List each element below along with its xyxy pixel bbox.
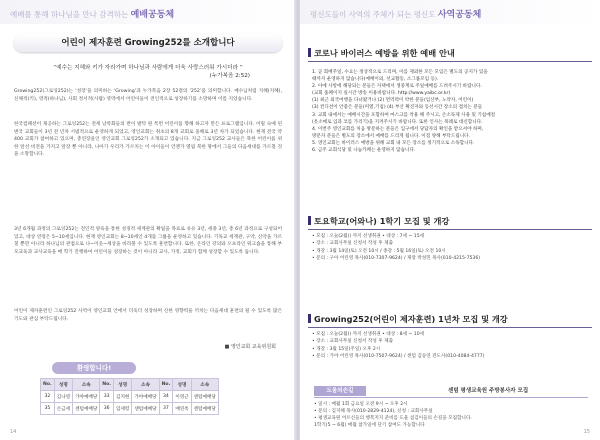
left-page — [0, 0, 296, 440]
article-paragraph-4: 어린이 제자훈련인 그로잉252 사역이 영인교회 안에서 더욱더 성장하며 신한 영향력을 끼치는 다음세대 훈련의 될 수 있도록 많은 기도와 관심 부탁드립니다. — [14, 309, 282, 322]
table-row — [41, 403, 219, 415]
right-header-strip — [300, 0, 600, 24]
list-item: 2. 아예 사항에 해당되는 분들은 자택에서 생중계로 주일예배를 드려주시기 바랍니다. — [312, 84, 482, 90]
table-cell: 37 — [159, 403, 173, 415]
col-header-name: 성명 — [114, 379, 132, 391]
col-header-name: 성명 — [54, 379, 72, 391]
col-header-no: No. — [41, 379, 55, 391]
list-item: • 문의 : 김지혜 목사(010-2829-4124), 신청 : 교회사무실 — [314, 409, 433, 414]
list-item: 3. 교회 내에서는 예배시간을 포함하여 마스크를 착용 해 주시고, 손소독제 사용 및 기침예절 — [312, 112, 496, 118]
toyo-title-rule — [308, 229, 592, 230]
table-cell: 가야예배당 — [132, 391, 159, 403]
page-number-left: 14 — [10, 429, 17, 435]
table-cell: 김지현 — [114, 391, 132, 403]
table-row — [41, 391, 219, 403]
table-cell: 임세령 — [114, 403, 132, 415]
list-item: (1) 최근 외국여행을 다녀왔거나 (2) 면역력이 약한 분들(임산부, 노약자, 어린이) — [312, 98, 474, 104]
list-item: (3) 컨디션이 안좋은 분들(미열,기침) (4) 부산 확진자와 동선시간 장소의 겹치는 분들 — [312, 105, 483, 111]
scripture-quote — [20, 64, 276, 80]
table-cell: 김나영 — [54, 391, 72, 403]
col-header-name: 성명 — [173, 379, 191, 391]
list-item: 방문자 분들은 별도의 장소에서 예배를 드리게 됩니다. 이점 양해 부탁드립니다. — [312, 133, 471, 139]
section-marker — [308, 314, 311, 323]
growing-info-list — [312, 331, 588, 361]
welcome-title: 환영합니다! — [52, 362, 136, 374]
list-item: 1. 곧 회배주일, 수요는 정상적으로 드리며, 이를 제외한 모든 모임은 별도의 공지가 있을 — [312, 70, 488, 75]
covid-title-rule — [308, 61, 592, 62]
section-marker — [308, 48, 311, 57]
list-item: • 장소 : 교회사무실 신청서 작성 후 제출 — [312, 241, 394, 247]
table-cell: 35 — [41, 403, 55, 415]
growing-title-text: Growing252(어린이 제자훈련) 1년차 모집 및 개강 — [314, 314, 508, 324]
verse-reference: (누가복음 2:52) — [209, 73, 250, 79]
section-marker — [308, 216, 311, 225]
article-paragraph-1: Growing252(그로잉252)는 ‘성장’을 의미하는 ‘Growing’과 누가복음 2장 52절의 ‘252’를 의미합니다. 예수님처럼 지혜(지혜), 신체적(키), 영적(하나님), 사회 정서적(사람) 영역에서 어린이들이 전인적으로 성장하기를 소망하며 이름 지었습니다. — [14, 89, 282, 102]
list-item: • 모집 : 오늘(2월)) 까지 선생취권 • 대상 : 7세 ~ 15세 — [312, 234, 425, 239]
growing-title-rule — [308, 327, 592, 328]
table-cell: 센텀예배당 — [132, 403, 159, 415]
toyo-title-text: 토요학교(어와나) 1학기 모집 및 개강 — [314, 216, 450, 226]
covid-title-text: 코로나 바이러스 예방을 위한 예배 안내 — [314, 48, 455, 58]
col-header-group: 소속 — [73, 379, 100, 391]
toyo-section-title — [308, 216, 449, 227]
list-item: 4. 이번주 영인교회를 처음 방문하는 분들은 입구에서 당담자의 확인을 받으셔야 하며, — [312, 126, 484, 132]
covid-notice-list — [312, 69, 588, 154]
list-item: • 평생교육원 어르신들의 행복지지 준비를 도울 섬김이들의 손길을 모집합니다. — [314, 416, 472, 421]
right-header-main: 사역공동체 — [437, 10, 482, 20]
helping-hands-info — [314, 397, 588, 429]
table-cell: 예연옥 — [173, 403, 191, 415]
helping-hands-label: 도움의손길 — [314, 386, 366, 396]
col-header-group: 소속 — [132, 379, 159, 391]
table-cell: 34 — [159, 391, 173, 403]
col-header-no: No. — [159, 379, 173, 391]
growing-section-title — [308, 314, 508, 325]
table-cell: 32 — [41, 391, 55, 403]
verse-text: “예수는 지혜와 키가 자라가며 하나님과 사람에게 더욱 사랑스러워 가시더라 ” — [53, 65, 243, 71]
table-cell: 센텀예배당 — [191, 403, 218, 415]
list-item: 6. 금주 교회식당 및 나눔카페는 운영하지 않습니다. — [312, 148, 416, 154]
list-item: • 개강 : 3월 15일(주일) 오후 2시 — [312, 346, 381, 352]
list-item: 1학기(5 ~ 6월) 매월 참가일에 단기 참여도 가능합니다 — [314, 423, 425, 428]
helping-hands-title: 센텀 평생교육원 주방봉사자 모집 — [448, 388, 529, 394]
list-item: (옷소매로 입과 코를 가리기)을 지켜주시기 바랍니다. 또한 인사는 목례로 대신합니다. — [312, 119, 483, 125]
article-paragraph-3: 3년 6개월 과정의 그로잉252는 전인적 양육을 통한 성경적 세계관의 확립을 목표로 유유 3년, 세종 3년, 총 6년 과정으로 구성되어있고, 대상 연령은 5~10세입니다. 현재 영인교회는 8~10세인 4개를 그룹을 운영하고 있습니다. 기독교 세계관, 구약, 신약을 가르칠 뿐만 아니라 하나님의 관점으로 나~이웃~세상을 바라볼 수 있도록 훈련합니다. 또한, 온라인 강의와 오프라인 워크숍을 통해 부모교육과 교사교육을 매 학기 진행하여 어린이들 성장하는 것이 아니라 교사, 가정, 교회가 함께 성장할 수 있도록 돕니다. — [14, 227, 282, 255]
left-header-strip — [0, 0, 296, 24]
table-cell: 이영근 — [173, 391, 191, 403]
welcome-table — [40, 378, 219, 415]
right-header — [310, 7, 481, 20]
table-cell: 36 — [100, 403, 114, 415]
welcome-table-header-row — [41, 379, 219, 391]
page-number-right: 15 — [583, 429, 590, 435]
table-cell: 센텀예배당 — [73, 403, 100, 415]
article-headline: 어린이 제자훈련 Growing252를 소개합니다 — [14, 34, 282, 52]
list-item: 5. 영인교회는 바이러스 예방을 위해 교회 내 모든 장소를 정기적으로 소독합니다. — [312, 140, 475, 146]
col-header-group: 소속 — [191, 379, 218, 391]
toyo-info-list — [312, 233, 588, 263]
right-page — [300, 0, 600, 440]
table-cell: 센텀예배당 — [191, 391, 218, 403]
table-cell: 33 — [100, 391, 114, 403]
list-item: 때까지 운영하지 않습니다(예배이외, 선교활동, 소그룹모임 등). — [312, 77, 439, 83]
list-item: • 모집 : 오늘(2월)) 까지 선생취권 • 대상 : 8세 ~ 10세 — [312, 332, 425, 337]
article-source: ■ 영인교회 교육위원회 — [224, 344, 276, 350]
list-item: • 개강 : 3월 14일(토) 오전 10시 / 종강 : 5월 16일(토) 오전 10시 — [312, 248, 446, 254]
col-header-no: No. — [100, 379, 114, 391]
article-paragraph-2: 한국컴패션이 제공하는 그로잉252는 전세 날록화들의 반이 발탁 원 특면 어린이를 향해 하고자 만든 프로그램입니다. 어릴 숙예 된 변국 교회들이 3년 전 년차 시범적으로 운영하게 되었고, 영인교회는 취초의 8개 교회로 올해로 3년 차가 되었습니다. 현재 전국 약 400 교회가 참여하고 있으며, 총연장을인 영인교회 그로잉252가 소개되고 있습니다. 지금 그로잉252 교사들은 북한 어린이를 위한 앞선 비전을 가지고 앞장 뿐 아니라, 나아가 우리가 가르치는 이 아이들이 언젠가 열림 북한 땅에서 그들의 다음세대를 가르칠 것을 소망합니다. — [14, 122, 282, 158]
table-cell: 손금세 — [54, 403, 72, 415]
left-header-main: 예배공동체 — [130, 10, 175, 20]
list-item: • 일시 : 매월 1회 금요일 오전 9시 ~ 오후 2시 — [314, 402, 408, 407]
list-item: • 문의 : 구아 어린영 목사(010-7307-9624) / 제랑 박성민 목사(010-4215-7536) — [312, 256, 481, 262]
list-item: (교회 홈페이지 실시간 방송 이용바랍니다. http://www.yaibc.or.kr) — [312, 91, 451, 97]
list-item: • 장소 : 교회사무실 신청서 작성 후 제출 — [312, 339, 394, 345]
table-cell: 가야예배당 — [73, 391, 100, 403]
left-header — [10, 7, 174, 20]
right-header-sub: 평신도들이 사역의 주체가 되는 평신도 — [310, 10, 436, 19]
covid-section-title — [308, 48, 455, 59]
list-item: • 문의 : 가야 어린영 목사(010-7507-9624) / 센텀 김승연 전도사(010-4084-4777) — [312, 354, 485, 360]
left-header-sub: 예배를 통해 하나님을 만나 감격하는 — [10, 10, 129, 19]
